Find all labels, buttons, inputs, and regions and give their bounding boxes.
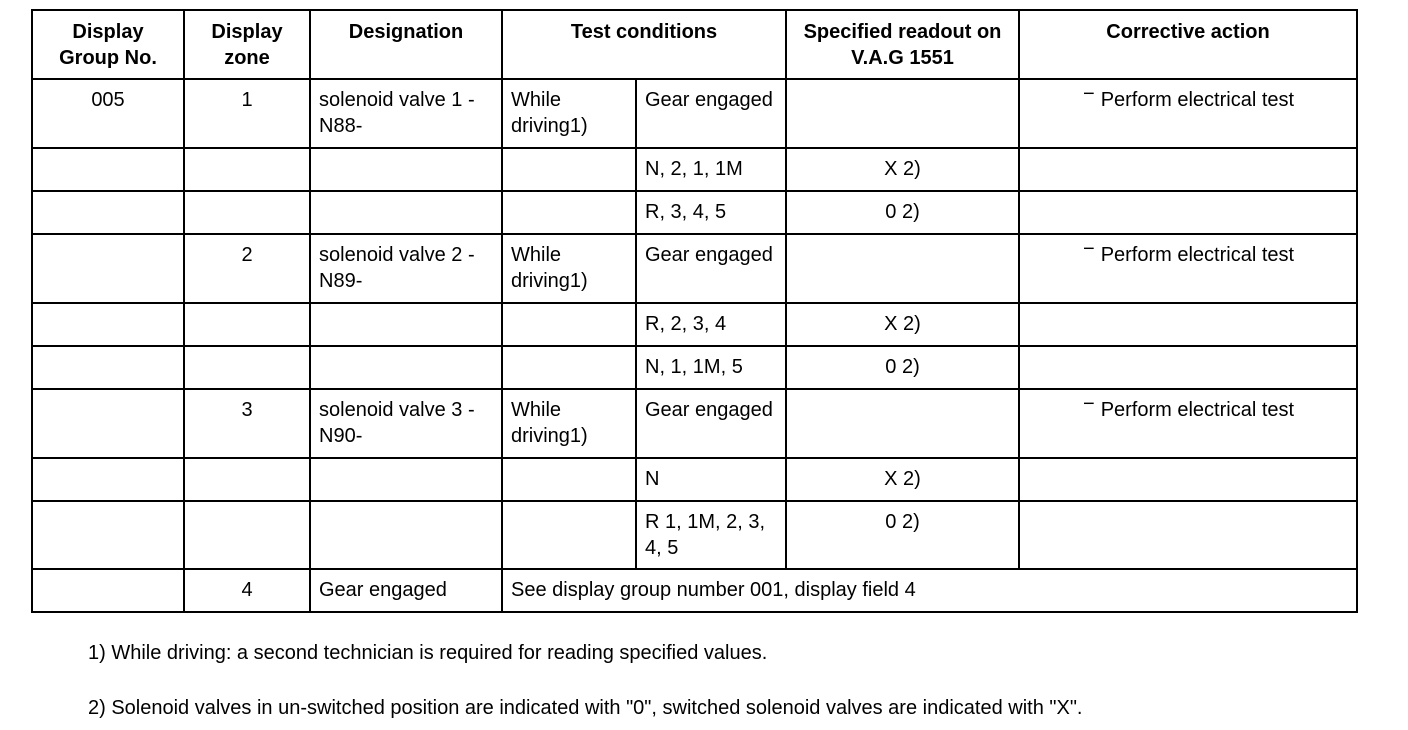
table-row xyxy=(32,346,1357,389)
cell-gear: N, 1, 1M, 5 xyxy=(636,346,786,389)
cell-readout xyxy=(786,79,1019,148)
cell-action xyxy=(1019,458,1357,501)
table-header-row xyxy=(32,10,1357,79)
cell-readout xyxy=(786,234,1019,303)
cell-condition xyxy=(502,303,636,346)
cell-designation: solenoid valve 1 -N88- xyxy=(310,79,502,148)
cell-gear: N xyxy=(636,458,786,501)
cell-readout: 0 2) xyxy=(786,191,1019,234)
cell-condition: While driving1) xyxy=(502,234,636,303)
cell-readout xyxy=(786,389,1019,458)
header-designation: Designation xyxy=(310,10,502,79)
cell-zone xyxy=(184,501,310,569)
cell-readout: X 2) xyxy=(786,148,1019,191)
table-row xyxy=(32,148,1357,191)
table-row xyxy=(32,458,1357,501)
cell-designation xyxy=(310,346,502,389)
cell-action xyxy=(1019,303,1357,346)
cell-gear: R 1, 1M, 2, 3, 4, 5 xyxy=(636,501,786,569)
cell-action xyxy=(1019,389,1357,458)
footnote-1: 1) While driving: a second technician is required for reading specified values. xyxy=(88,642,768,664)
cell-designation xyxy=(310,191,502,234)
cell-action xyxy=(1019,501,1357,569)
cell-condition: While driving1) xyxy=(502,79,636,148)
cell-condition: While driving1) xyxy=(502,389,636,458)
header-display-zone: Display zone xyxy=(184,10,310,79)
cell-group xyxy=(32,148,184,191)
cell-action xyxy=(1019,79,1357,148)
header-test-conditions: Test conditions xyxy=(502,10,786,79)
cell-designation xyxy=(310,501,502,569)
cell-zone: 2 xyxy=(184,234,310,303)
dash-mark: − xyxy=(1083,83,1095,105)
specification-table xyxy=(31,9,1358,613)
header-corrective-action: Corrective action xyxy=(1019,10,1357,79)
table-row xyxy=(32,191,1357,234)
cell-group xyxy=(32,458,184,501)
cell-group xyxy=(32,501,184,569)
action-text: Perform electrical test xyxy=(1100,89,1295,111)
cell-designation: solenoid valve 2 -N89- xyxy=(310,234,502,303)
cell-group: 005 xyxy=(32,79,184,148)
cell-action xyxy=(1019,346,1357,389)
cell-gear: R, 2, 3, 4 xyxy=(636,303,786,346)
cell-group xyxy=(32,191,184,234)
header-display-group: Display Group No. xyxy=(32,10,184,79)
cell-designation xyxy=(310,303,502,346)
cell-action xyxy=(1019,234,1357,303)
cell-group xyxy=(32,303,184,346)
cell-zone xyxy=(184,191,310,234)
cell-condition xyxy=(502,148,636,191)
cell-zone xyxy=(184,148,310,191)
cell-readout: X 2) xyxy=(786,458,1019,501)
cell-action xyxy=(1019,148,1357,191)
cell-readout: X 2) xyxy=(786,303,1019,346)
cell-group xyxy=(32,234,184,303)
table-row xyxy=(32,79,1357,148)
action-text: Perform electrical test xyxy=(1100,399,1295,421)
cell-gear: N, 2, 1, 1M xyxy=(636,148,786,191)
action-text: Perform electrical test xyxy=(1100,244,1295,266)
cell-group xyxy=(32,569,184,612)
cell-designation: solenoid valve 3 -N90- xyxy=(310,389,502,458)
cell-condition xyxy=(502,501,636,569)
cell-action xyxy=(1019,191,1357,234)
cell-condition xyxy=(502,346,636,389)
cell-zone: 1 xyxy=(184,79,310,148)
cell-condition xyxy=(502,458,636,501)
dash-mark: − xyxy=(1083,393,1095,415)
cell-gear: Gear engaged xyxy=(636,79,786,148)
cell-group xyxy=(32,389,184,458)
table-row xyxy=(32,501,1357,569)
footnote-2: 2) Solenoid valves in un-switched position are indicated with "0", switched solenoid valves are indicated with "X". xyxy=(88,697,1083,719)
cell-designation: Gear engaged xyxy=(310,569,502,612)
cell-readout: 0 2) xyxy=(786,501,1019,569)
cell-gear: Gear engaged xyxy=(636,389,786,458)
cell-gear: R, 3, 4, 5 xyxy=(636,191,786,234)
cell-zone: 4 xyxy=(184,569,310,612)
cell-designation xyxy=(310,148,502,191)
cell-zone xyxy=(184,458,310,501)
table-row xyxy=(32,303,1357,346)
table-row xyxy=(32,389,1357,458)
cell-condition xyxy=(502,191,636,234)
table-row xyxy=(32,234,1357,303)
cell-reference-note: See display group number 001, display field 4 xyxy=(502,569,1357,612)
cell-gear: Gear engaged xyxy=(636,234,786,303)
cell-zone xyxy=(184,303,310,346)
cell-zone: 3 xyxy=(184,389,310,458)
table-row xyxy=(32,569,1357,612)
cell-zone xyxy=(184,346,310,389)
cell-designation xyxy=(310,458,502,501)
cell-readout: 0 2) xyxy=(786,346,1019,389)
header-specified-readout: Specified readout on V.A.G 1551 xyxy=(786,10,1019,79)
cell-group xyxy=(32,346,184,389)
dash-mark: − xyxy=(1083,238,1095,260)
